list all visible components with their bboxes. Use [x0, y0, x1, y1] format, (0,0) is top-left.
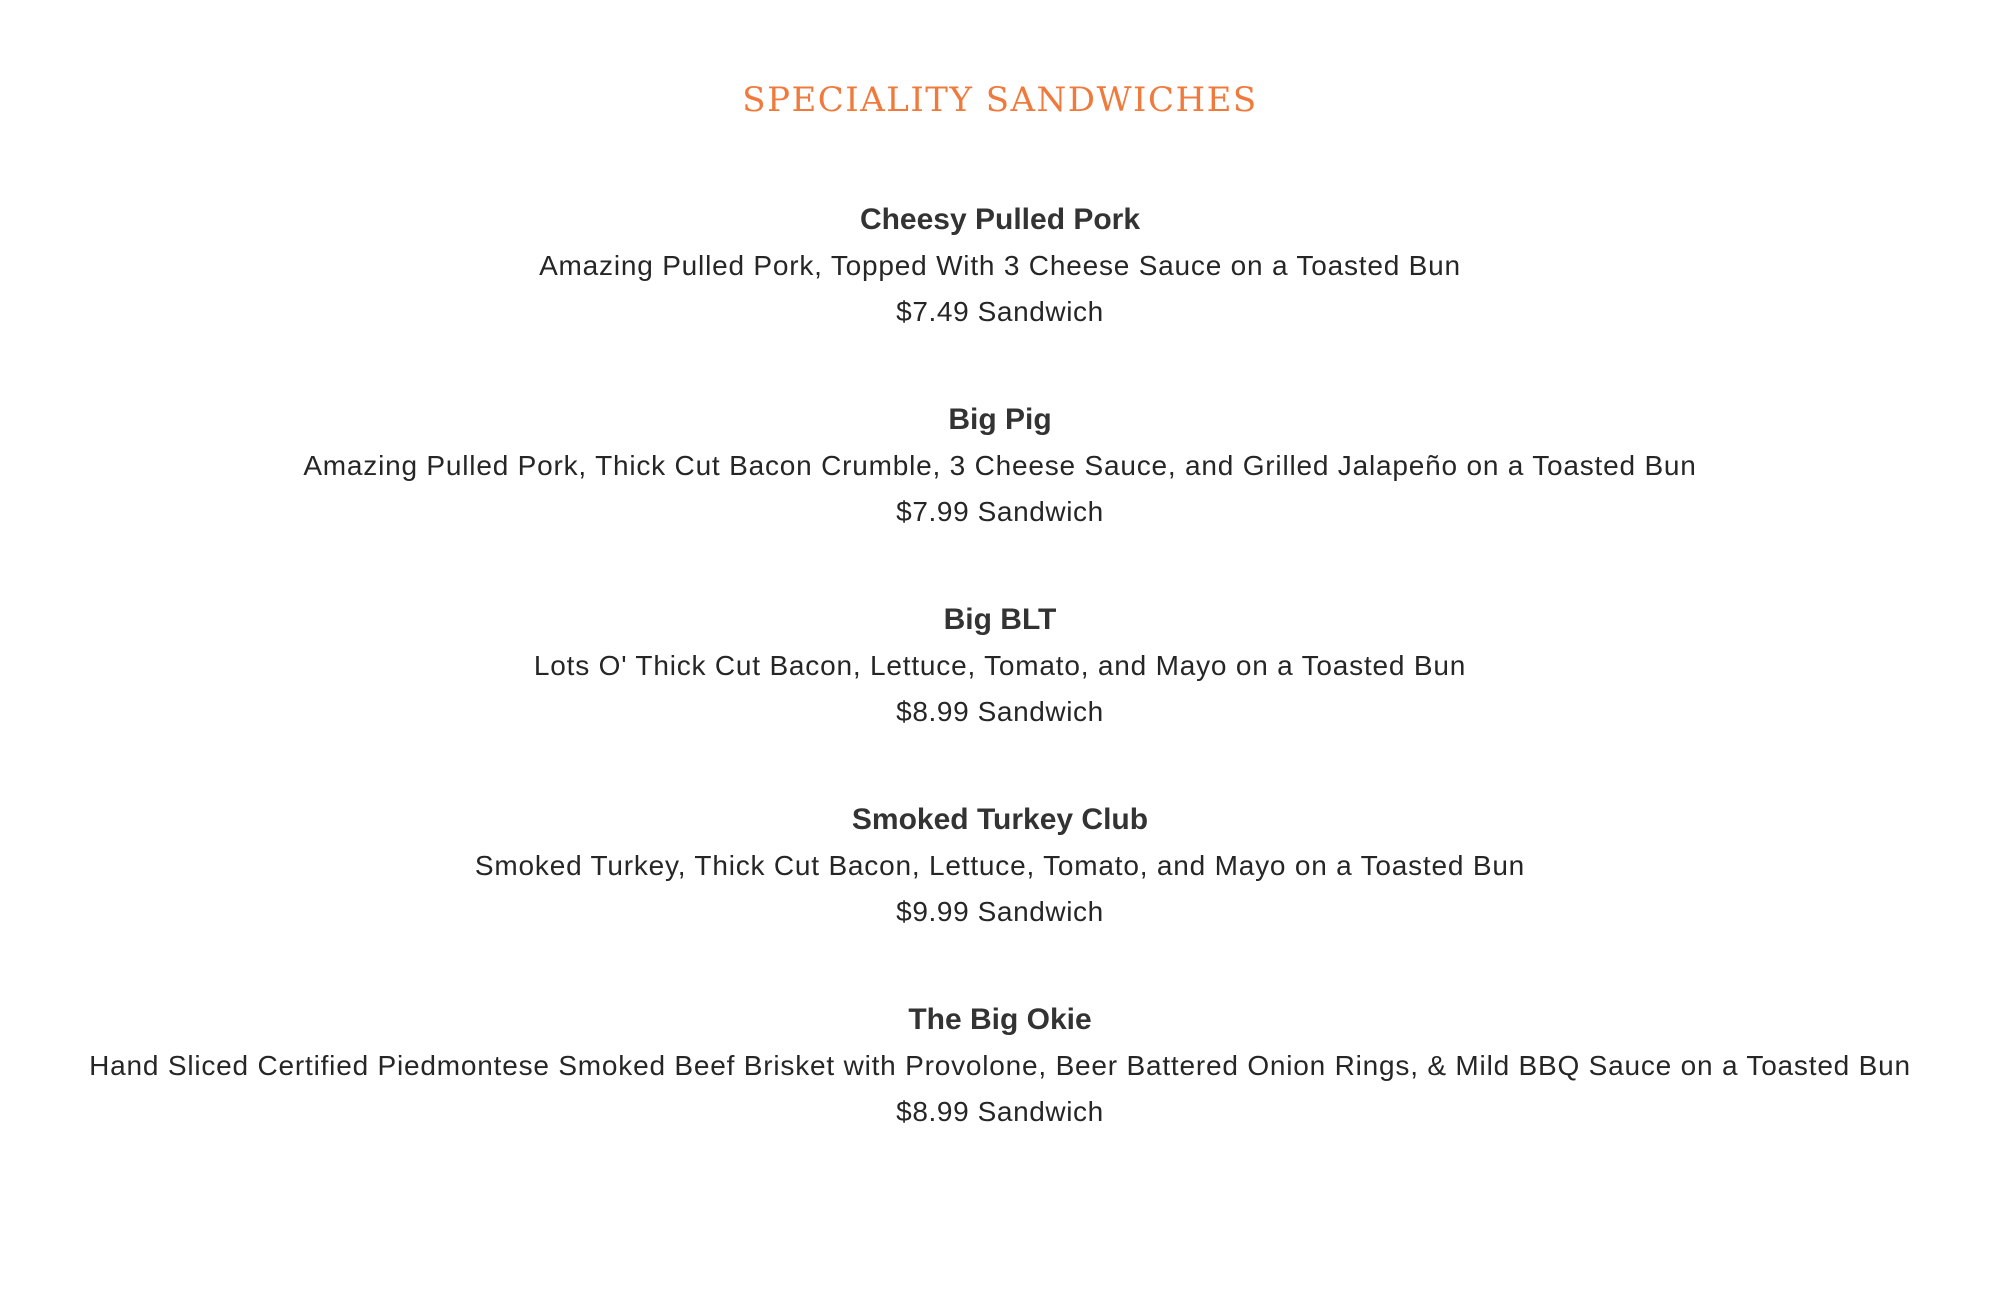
item-price: $7.49 Sandwich: [896, 296, 1104, 327]
item-description: Smoked Turkey, Thick Cut Bacon, Lettuce, Tomato, and Mayo on a Toasted Bun: [474, 850, 1526, 881]
menu-item-big-pig: [0, 400, 2000, 530]
item-name: The Big Okie: [908, 1003, 1092, 1036]
item-name: Big BLT: [943, 603, 1057, 636]
item-name: Smoked Turkey Club: [851, 803, 1149, 836]
menu-item-cheesy-pulled-pork: [0, 200, 2000, 330]
item-price: $7.99 Sandwich: [896, 496, 1104, 527]
item-price: $8.99 Sandwich: [896, 1096, 1104, 1127]
item-description: Amazing Pulled Pork, Topped With 3 Cheese Sauce on a Toasted Bun: [539, 250, 1461, 281]
item-description: Hand Sliced Certified Piedmontese Smoked Beef Brisket with Provolone, Beer Battered Onion Rings, & Mild BBQ Sauce on a Toasted Bun: [89, 1050, 1911, 1081]
item-price: $9.99 Sandwich: [896, 896, 1104, 927]
section-title: SPECIALITY SANDWICHES: [742, 80, 1258, 120]
menu-item-big-blt: [0, 600, 2000, 730]
item-price: $8.99 Sandwich: [896, 696, 1104, 727]
menu-item-the-big-okie: [0, 1000, 2000, 1130]
item-name: Big Pig: [948, 403, 1052, 436]
menu-item-smoked-turkey-club: [0, 800, 2000, 930]
item-description: Amazing Pulled Pork, Thick Cut Bacon Crumble, 3 Cheese Sauce, and Grilled Jalapeño on a Toasted Bun: [303, 450, 1697, 481]
item-name: Cheesy Pulled Pork: [859, 203, 1141, 236]
item-description: Lots O' Thick Cut Bacon, Lettuce, Tomato, and Mayo on a Toasted Bun: [533, 650, 1467, 681]
